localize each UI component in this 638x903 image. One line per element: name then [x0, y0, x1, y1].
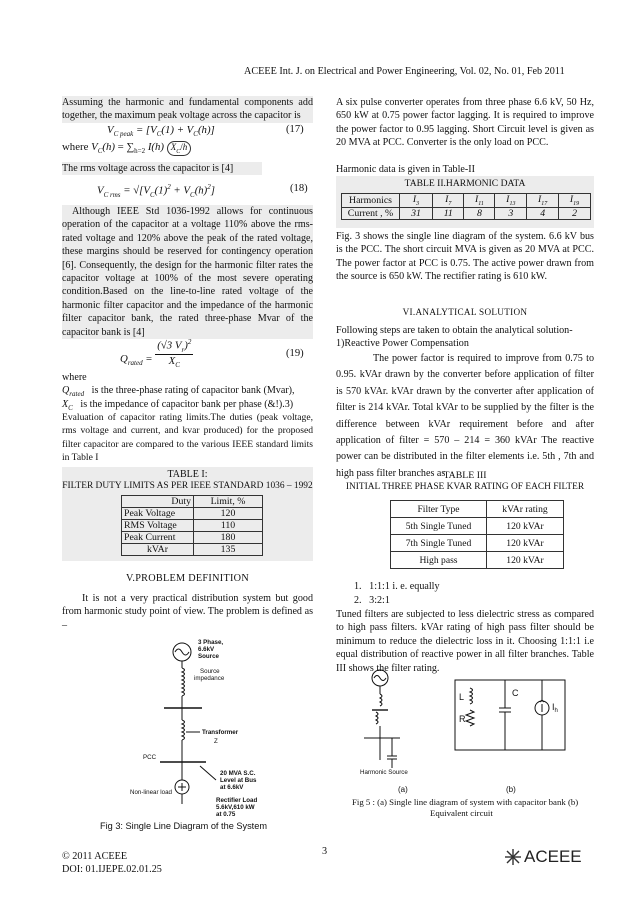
- list-item-text: 3:2:1: [369, 595, 390, 606]
- fig3-label: Level at Bus: [220, 777, 257, 784]
- inductor-coil: [470, 688, 473, 704]
- q-definition: $Q_{rated}$ is the three-phase rating of capacitor bank (Mvar),: [62, 385, 295, 399]
- table3-cell: 5th Single Tuned: [391, 518, 487, 535]
- fig3-label: 6.6kV: [198, 646, 215, 653]
- table2-header-cell: $I_{17}$: [527, 194, 559, 208]
- table1-header-row: [122, 496, 263, 508]
- where-definition: where $V_C(h) = \sum_{h=2}$ I(h) $X_C/h$: [62, 141, 191, 156]
- table1-cell: RMS Voltage: [122, 520, 194, 532]
- table-row: [391, 552, 564, 569]
- fig5-label: $I_h$: [552, 702, 558, 714]
- list-item-text: 1:1:1 i. e. equally: [369, 581, 440, 592]
- fig3-description-paragraph: Fig. 3 shows the single line diagram of the system. 6.6 kV bus is the PCC. The short circuit MVA is given as 20 MVA at PCC. The power factor at PCC is 0.75. The active power drawn from the source is 650 kW. The rectifier rating is 610 kW.: [336, 231, 594, 283]
- table2-title: TABLE II.HARMONIC DATA: [404, 178, 526, 189]
- fig3-label: PCC: [143, 754, 157, 761]
- table2-header-cell: Harmonics: [342, 194, 400, 208]
- fig3-label: 3 Phase,: [198, 639, 224, 646]
- table2-cell: 4: [527, 207, 559, 219]
- fig3-label: 20 MVA S.C.: [220, 770, 256, 777]
- table-row: [122, 520, 263, 532]
- footer-copyright: © 2011 ACEEE: [62, 851, 128, 862]
- table1-header-cell: Duty: [122, 496, 194, 508]
- table1-title: TABLE I:: [167, 469, 208, 480]
- table1-cell: 120: [194, 508, 263, 520]
- evaluation-paragraph: Evaluation of capacitor rating limits.The duties (peak voltage, rms voltage and current, and kvar produced) for the proposed filter capacitor are compared to the various IEEE standard limits in Table I: [62, 412, 313, 464]
- aceee-star-icon: [504, 848, 522, 866]
- table2-cell: 8: [464, 207, 495, 219]
- fig3-label: at 0.75: [216, 811, 236, 818]
- fig5-caption-line1: Fig 5 : (a) Single line diagram of system with capacitor bank (b): [352, 797, 579, 807]
- fig5-label: Harmonic Source: [360, 769, 408, 776]
- table-row: [342, 207, 591, 219]
- equation-17-number: (17): [286, 124, 304, 135]
- fig3-label: Non-linear load: [130, 789, 172, 796]
- fig5-label: L: [459, 692, 465, 702]
- section-6-heading: VI.ANALYTICAL SOLUTION: [402, 307, 528, 317]
- fig3-caption: Fig 3: Single Line Diagram of the System: [100, 821, 267, 831]
- list-item: 2. 3:2:1: [354, 595, 390, 606]
- equation-18: $V_{C rms} = √[V_C(1)^2 + V_C(h)^2]$: [97, 183, 215, 199]
- table3-subtitle: INITIAL THREE PHASE KVAR RATING OF EACH FILTER: [345, 482, 585, 492]
- fig5-label: C: [512, 688, 519, 698]
- sine-icon: [175, 649, 189, 655]
- table2-header-cell: $I_{19}$: [559, 194, 591, 208]
- rms-intro: The rms voltage across the capacitor is [4]: [62, 162, 262, 175]
- table1-cell: kVAr: [122, 544, 194, 556]
- converter-paragraph: A six pulse converter operates from three phase 6.6 kV, 50 Hz, 650 kW at 0.75 power factor lagging. It is required to improve the power factor to 0.95 lagging. Short Circuit level is given as 20 MVA at PCC. Converter is the only load on PCC.: [336, 97, 594, 149]
- fig5-caption-line2: Equivalent circuit: [430, 808, 493, 818]
- fig3-label: Source: [198, 653, 219, 660]
- step1-line: 1)Reactive Power Compensation: [336, 338, 469, 349]
- equation-17: $V_{C peak} = [V_C(1) + V_C(h)]$: [107, 124, 215, 139]
- table2-header-cell: $I_{13}$: [495, 194, 527, 208]
- table3-header-cell: Filter Type: [391, 501, 487, 518]
- tuned-filters-paragraph: Tuned filters are subjected to less dielectric stress as compared to high pass filters. kVAr rating of high pass filter should be minimum to reduce the dielectric loss in it. Choosing 1:1:1 i.e equal distribution of reactive power in all filter branches. Table III shows the filter rating.: [336, 609, 594, 674]
- fig5-label: (a): [398, 785, 408, 794]
- table3: [390, 500, 564, 569]
- fig3-label: 5.6kV,610 kW: [216, 804, 255, 811]
- steps-line: Following steps are taken to obtain the analytical solution-: [336, 325, 573, 336]
- table2-header-cell: $I_3$: [400, 194, 433, 208]
- table1-cell: Peak Voltage: [122, 508, 194, 520]
- source-coil: [380, 694, 382, 706]
- section-5-heading: V.PROBLEM DEFINITION: [126, 573, 249, 584]
- table2-cell: 31: [400, 207, 433, 219]
- ieee-paragraph: Although IEEE Std 1036-1992 allows for continuous operation of the capacitor at a voltage 110% above the rms-rated voltage and 120% above the peak of the rated voltage, these margins should be reserved for contingency operation [6]. Consequently, the design for the harmonic filter rates the capacitor voltage at 100% of the most severe operating condition.Based on the line-to-line rated voltage of the harmonic filter capacitor and the impedance of the harmonic filter capacitor bank, the rated three-phase Mvar of the capacitor bank is [4]: [62, 206, 313, 338]
- table2-header-row: [342, 194, 591, 208]
- fig3-label: Rectifier Load: [216, 797, 258, 804]
- table2-cell: 11: [433, 207, 464, 219]
- table1-subtitle: FILTER DUTY LIMITS AS PER IEEE STANDARD 1036 – 1992: [62, 481, 313, 491]
- table3-header-row: [391, 501, 564, 518]
- table3-header-cell: kVAr rating: [487, 501, 564, 518]
- where-label-2: where: [62, 372, 87, 383]
- equivalent-circuit-frame: [455, 680, 565, 750]
- power-factor-paragraph: The power factor is required to improve from 0.75 to 0.95. kVAr drawn by the converter before application of filter is 570 kVAr. kVAr drawn by the converter after application of filter is 214 kVAr. Total kVAr to be supplied by the filter is the difference between kVAr requirement before and after application of filter = 570 – 214 = 360 kVAr The reactive power can be distributed in the filter elements i.e. 5th , 7th and high pass filter branches as: [336, 353, 594, 479]
- fig5-diagram: [360, 660, 600, 798]
- table3-cell: High pass: [391, 552, 487, 569]
- fig5-label: (b): [506, 785, 516, 794]
- list-item: 1. 1:1:1 i. e. equally: [354, 581, 440, 592]
- journal-header: ACEEE Int. J. on Electrical and Power Engineering, Vol. 02, No. 01, Feb 2011: [244, 66, 565, 77]
- equation-19-number: (19): [286, 348, 304, 359]
- equation-18-number: (18): [290, 183, 308, 194]
- table3-title: TABLE III: [443, 470, 487, 481]
- problem-paragraph: It is not a very practical distribution system but good from harmonic study point of view. The problem is defined as –: [62, 593, 313, 631]
- resistor-zigzag: [466, 710, 474, 726]
- table2-header-cell: $I_7$: [433, 194, 464, 208]
- q-definition-text: is the three-phase rating of capacitor bank (Mvar),: [91, 385, 295, 396]
- table-row: [391, 535, 564, 552]
- table2-cell: Current , %: [342, 207, 400, 219]
- footer-doi: DOI: 01.IJEPE.02.01.25: [62, 864, 162, 875]
- transformer-coil: [182, 720, 185, 740]
- harmonic-data-line: Harmonic data is given in Table-II: [336, 164, 475, 175]
- where-label: where: [62, 141, 89, 153]
- table2-cell: 2: [559, 207, 591, 219]
- impedance-coil: [182, 668, 185, 696]
- table3-cell: 120 kVAr: [487, 518, 564, 535]
- footer-logo: [504, 847, 582, 867]
- table2-header-cell: $I_{11}$: [464, 194, 495, 208]
- table1: [121, 495, 263, 556]
- table2: [341, 193, 591, 220]
- fig3-label: impedance: [194, 675, 225, 682]
- fig3-diagram: [130, 632, 320, 832]
- table-row: [122, 532, 263, 544]
- footer-logo-text: ACEEE: [524, 847, 582, 866]
- equation-19: $Q_{rated}$ = $\frac{(√3 V_r)^2}{X_C}$: [120, 338, 192, 369]
- x-definition: $X_C$ is the impedance of capacitor bank per phase (&!).3): [62, 399, 294, 413]
- table-row: [122, 544, 263, 556]
- fig3-label: at 6.6kV: [220, 784, 244, 791]
- intro-paragraph: Assuming the harmonic and fundamental components add together, the maximum peak voltage across the capacitor is: [62, 97, 313, 122]
- table1-cell: Peak Current: [122, 532, 194, 544]
- table1-cell: 135: [194, 544, 263, 556]
- table-row: [122, 508, 263, 520]
- page-number: 3: [322, 846, 328, 857]
- table1-cell: 110: [194, 520, 263, 532]
- table3-cell: 120 kVAr: [487, 552, 564, 569]
- table2-cell: 3: [495, 207, 527, 219]
- fig3-label: Z: [214, 738, 218, 745]
- table3-cell: 120 kVAr: [487, 535, 564, 552]
- table-row: [391, 518, 564, 535]
- table1-cell: 180: [194, 532, 263, 544]
- fig5-label: R: [459, 714, 466, 724]
- table1-header-cell: Limit, %: [194, 496, 263, 508]
- table3-cell: 7th Single Tuned: [391, 535, 487, 552]
- fig5-label-ih: I: [552, 702, 555, 712]
- fig3-label: Source: [200, 668, 220, 675]
- x-definition-text: is the impedance of capacitor bank per phase (&!).3): [80, 399, 294, 410]
- fig3-label: Transformer: [202, 729, 239, 736]
